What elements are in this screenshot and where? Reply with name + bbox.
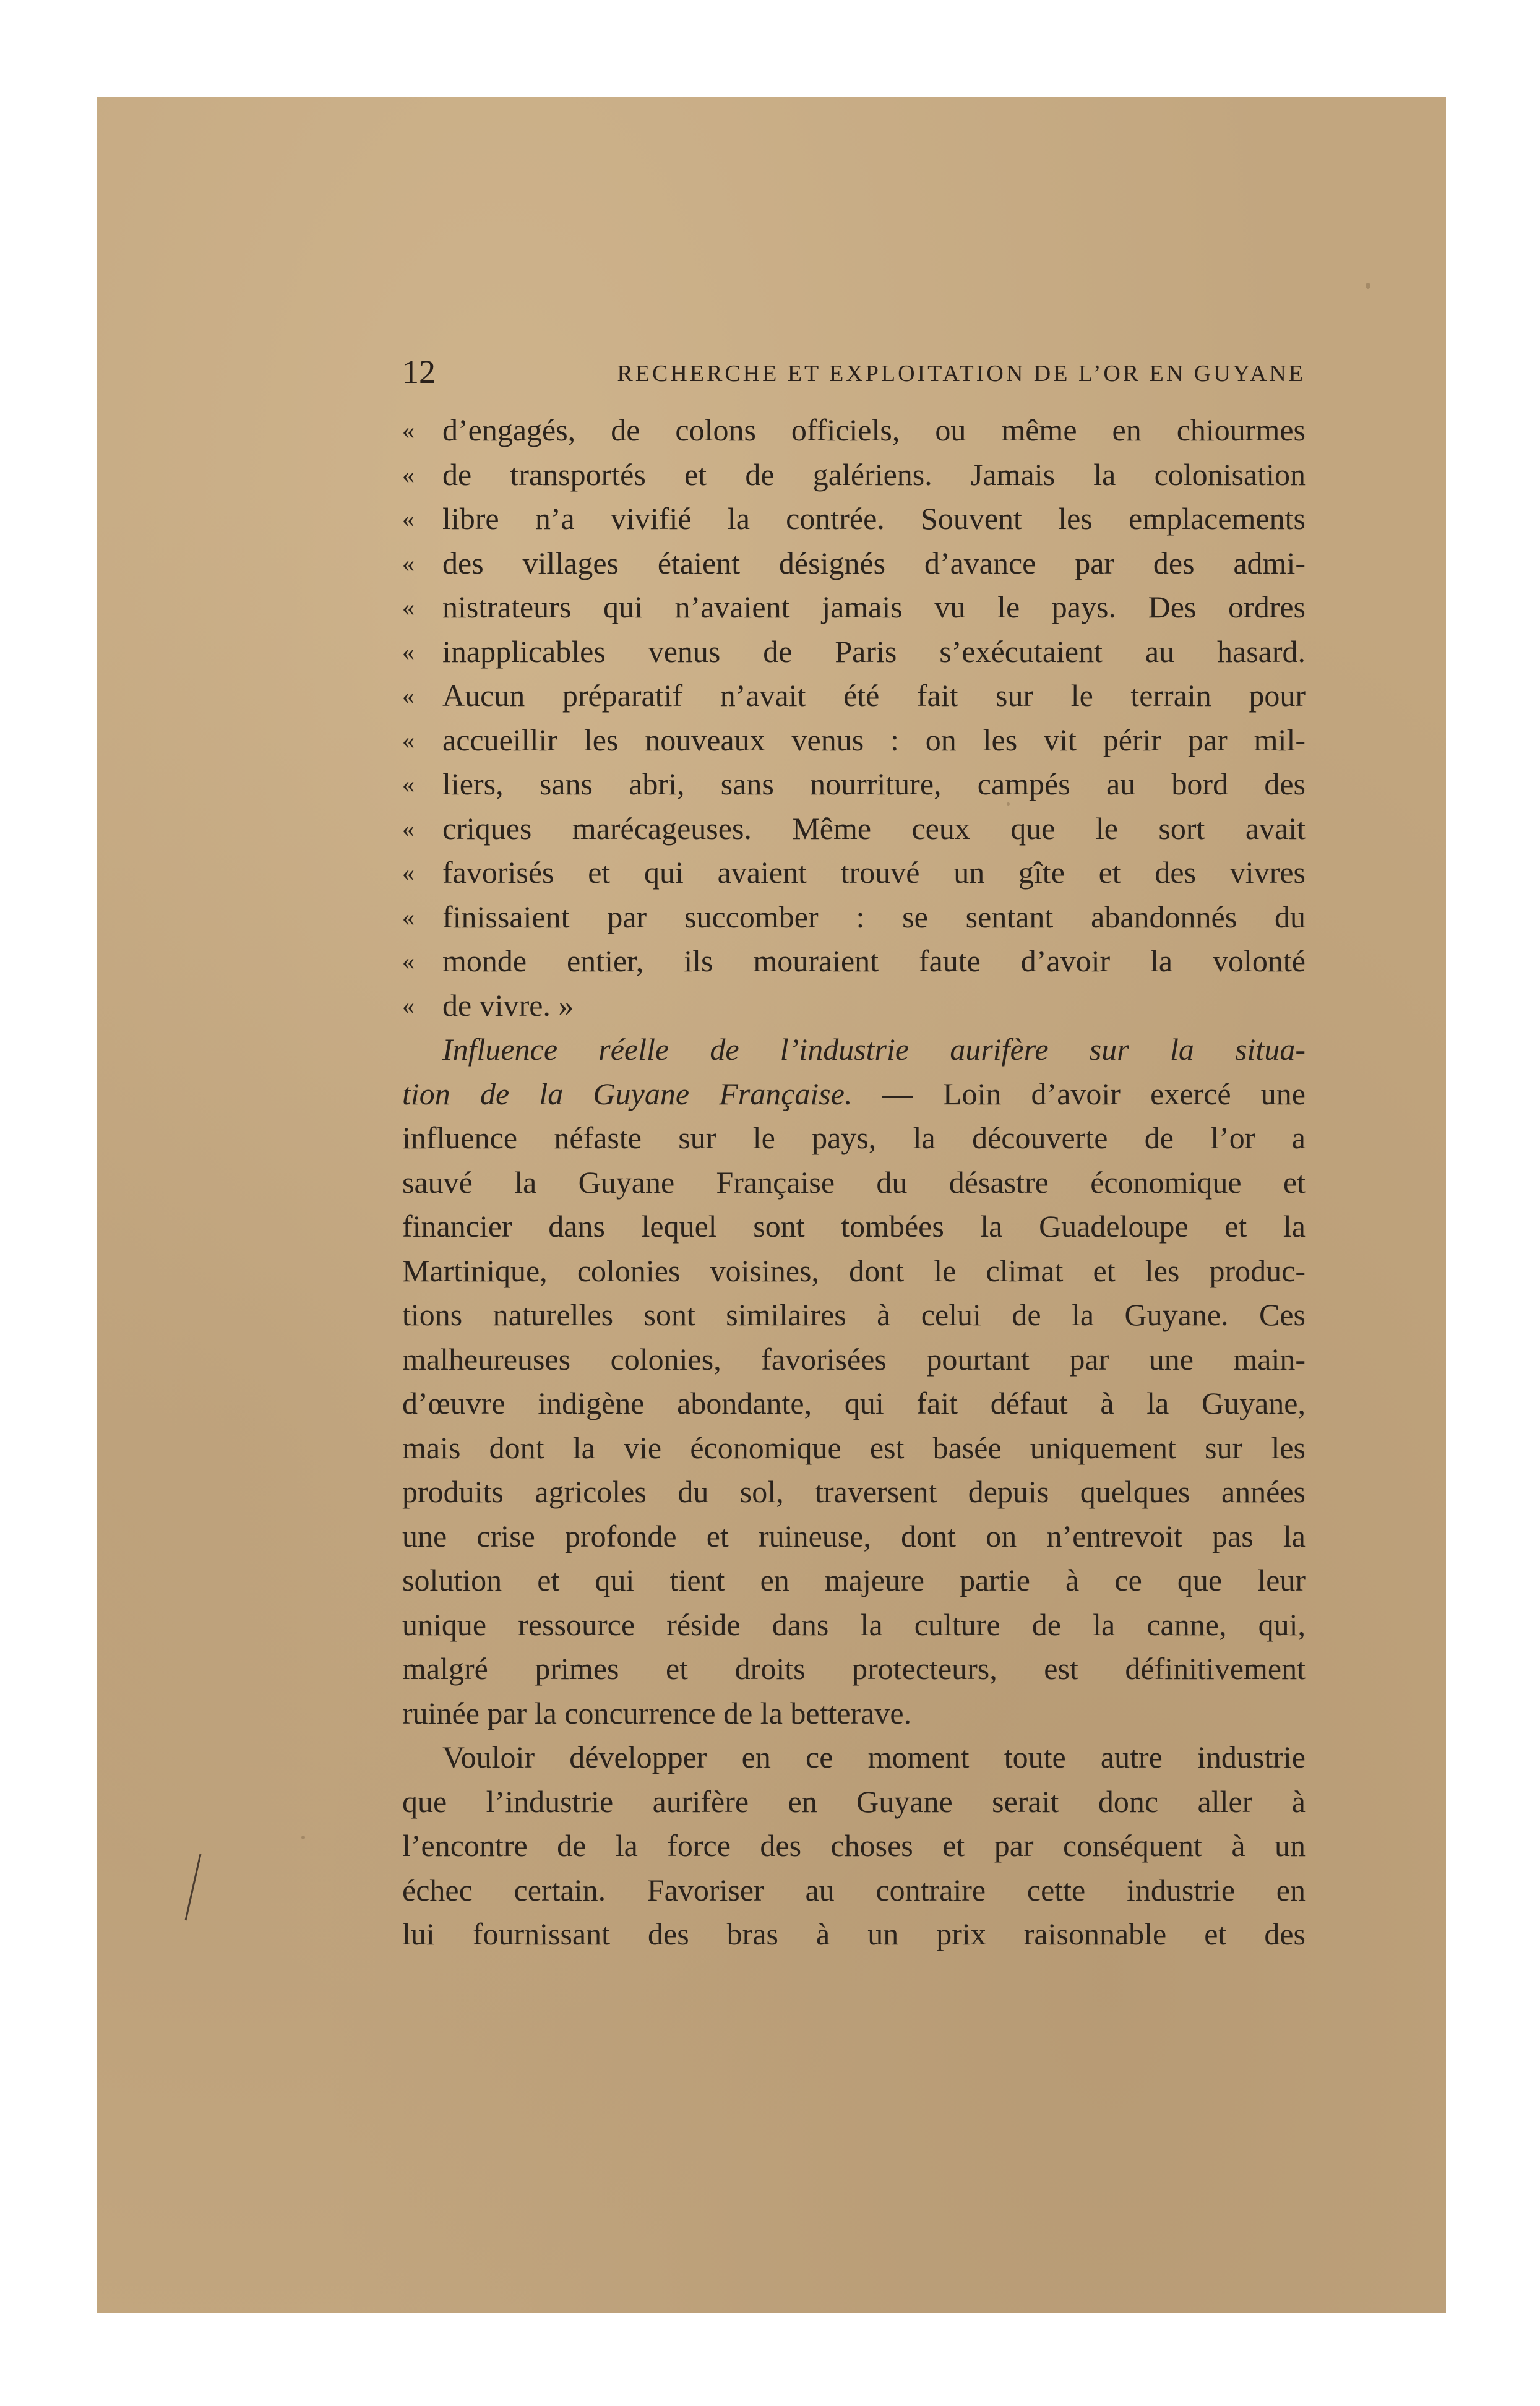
quote-line: « monde entier, ils mouraient faute d’avoir la volonté	[402, 939, 1306, 984]
quote-mark: «	[402, 549, 415, 577]
paragraph-line: unique ressource réside dans la culture de la canne, qui,	[402, 1607, 1306, 1642]
section-heading-end: tion de la Guyane Française.	[402, 1076, 853, 1111]
quote-line: « criques marécageuses. Même ceux que le sort avait	[402, 807, 1306, 851]
quote-mark: «	[402, 682, 415, 710]
page-number: 12	[402, 353, 436, 390]
paragraph-line: lui fournissant des bras à un prix raisonnable et des	[402, 1917, 1306, 1951]
quote-line: « accueillir les nouveaux venus : on les vit périr par mil-	[402, 718, 1306, 763]
quote-mark: «	[402, 770, 415, 798]
quote-mark: «	[402, 416, 415, 444]
quote-line: « inapplicables venus de Paris s’exécutaient au hasard.	[402, 630, 1306, 674]
quote-line: « de vivre. »	[402, 984, 1306, 1028]
paragraph-line: Martinique, colonies voisines, dont le climat et les produc-	[402, 1253, 1306, 1288]
paragraph-line: mais dont la vie économique est basée uniquement sur les	[402, 1430, 1306, 1465]
quote-line: « libre n’a vivifié la contrée. Souvent les emplacements	[402, 497, 1306, 541]
pencil-stroke	[181, 1851, 205, 1925]
quote-mark: «	[402, 859, 415, 887]
paragraph-line: financier dans lequel sont tombées la Guadeloupe et la	[402, 1209, 1306, 1244]
quote-line: « favorisés et qui avaient trouvé un gîte et des vivres	[402, 851, 1306, 895]
quote-mark: «	[402, 991, 415, 1020]
quote-line: « des villages étaient désignés d’avance par des admi-	[402, 541, 1306, 586]
quote-line: « finissaient par succomber : se sentant abandonnés du	[402, 895, 1306, 940]
quote-line: « de transportés et de galériens. Jamais la colonisation	[402, 453, 1306, 497]
quote-mark: «	[402, 814, 415, 843]
paragraph-line: d’œuvre indigène abondante, qui fait défaut à la Guyane,	[402, 1386, 1306, 1420]
quote-mark: «	[402, 947, 415, 975]
paragraph-line: produits agricoles du sol, traversent depuis quelques années	[402, 1474, 1306, 1509]
section-heading: Influence réelle de l’industrie aurifère sur la situa-	[442, 1032, 1306, 1067]
paragraph-line: malheureuses colonies, favorisées pourtant par une main-	[402, 1341, 1306, 1377]
quote-mark: «	[402, 726, 415, 754]
quote-line: « d’engagés, de colons officiels, ou même en chiourmes	[402, 408, 1306, 453]
quote-line: « Aucun préparatif n’avait été fait sur le terrain pour	[402, 674, 1306, 718]
quote-mark: «	[402, 903, 415, 931]
running-title: RECHERCHE ET EXPLOITATION DE L’OR EN GUYANE	[617, 361, 1306, 387]
paragraph-line: influence néfaste sur le pays, la découverte de l’or a	[402, 1120, 1306, 1155]
paragraph-line: tions naturelles sont similaires à celui de la Guyane. Ces	[402, 1297, 1306, 1332]
paragraph-line: échec certain. Favoriser au contraire cette industrie en	[402, 1872, 1306, 1907]
paragraph-line: l’encontre de la force des choses et par conséquent à un	[402, 1828, 1306, 1863]
paragraph-line: ruinée par la concurrence de la betterave.	[402, 1695, 912, 1730]
paragraph-line: que l’industrie aurifère en Guyane serait donc aller à	[402, 1784, 1306, 1819]
quote-mark: «	[402, 593, 415, 621]
paragraph-line: malgré primes et droits protecteurs, est définitivement	[402, 1651, 1306, 1686]
paragraph-line: une crise profonde et ruineuse, dont on n’entrevoit pas la	[402, 1518, 1306, 1553]
body-text	[402, 408, 1306, 1957]
ink-speck	[301, 1836, 305, 1839]
paragraph-line: sauvé la Guyane Française du désastre économique et	[402, 1164, 1306, 1200]
running-header	[402, 353, 1306, 396]
quote-mark: «	[402, 505, 415, 533]
quote-line: « nistrateurs qui n’avaient jamais vu le pays. Des ordres	[402, 585, 1306, 630]
paragraph-line: solution et qui tient en majeure partie à ce que leur	[402, 1563, 1306, 1597]
paragraph-line: Vouloir développer en ce moment toute autre industrie	[442, 1740, 1306, 1774]
ink-speck	[1366, 283, 1370, 289]
quote-mark: «	[402, 460, 415, 489]
section-heading-continued: tion de la Guyane Française. — Loin d’avoir exercé une	[402, 1076, 1306, 1111]
quote-mark: «	[402, 637, 415, 666]
quote-line: « liers, sans abri, sans nourriture, campés au bord des	[402, 762, 1306, 807]
